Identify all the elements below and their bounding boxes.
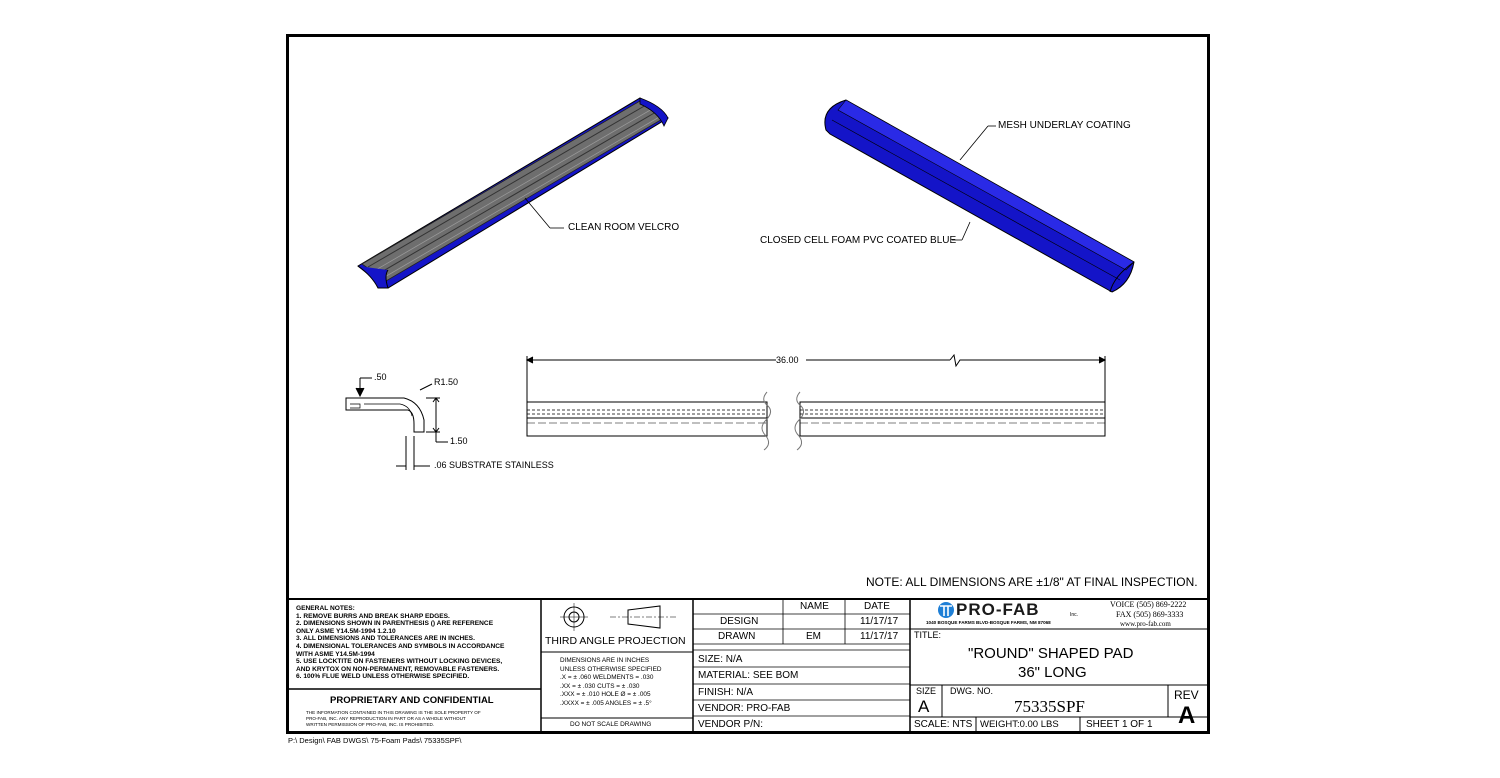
spec-material: MATERIAL: SEE BOM bbox=[698, 670, 799, 681]
spec-size: SIZE: N/A bbox=[698, 654, 743, 665]
drawn-date: 11/17/17 bbox=[860, 631, 899, 642]
foam-leader bbox=[962, 222, 970, 240]
company-name: PRO-FAB bbox=[956, 600, 1040, 619]
projection-label: THIRD ANGLE PROJECTION bbox=[545, 635, 686, 647]
file-path: P:\ Design\ FAB DWGS\ 75-Foam Pads\ 75335SPF\ bbox=[288, 736, 462, 745]
tolerance-block bbox=[560, 657, 661, 709]
general-notes bbox=[296, 605, 504, 681]
note-line: 4. DIMENSIONAL TOLERANCES AND SYMBOLS IN ACCORDANCE bbox=[296, 642, 505, 650]
note-line: 2. DIMENSIONS SHOWN IN PARENTHESIS () ARE REFERENCE bbox=[296, 620, 494, 628]
date-header: DATE bbox=[864, 601, 890, 612]
note-line: 3. ALL DIMENSIONS AND TOLERANCES ARE IN INCHES. bbox=[296, 635, 475, 643]
general-notes-title: GENERAL NOTES: bbox=[296, 605, 355, 612]
name-header: NAME bbox=[800, 601, 829, 612]
tolerance-line: .XXX = ± .010 HOLE Ø = ± .005 bbox=[560, 691, 651, 699]
note-line: 6. 100% FLUE WELD UNLESS OTHERWISE SPECIFIED. bbox=[296, 673, 470, 681]
spec-vendor: VENDOR: PRO-FAB bbox=[698, 703, 791, 714]
side-view bbox=[527, 355, 1105, 450]
mesh-leader bbox=[960, 126, 988, 160]
note-line: 1. REMOVE BURRS AND BREAK SHARP EDGES. bbox=[296, 612, 450, 620]
projection-symbol bbox=[560, 603, 676, 631]
spec-finish: FINISH: N/A bbox=[698, 687, 754, 698]
drawing-title-line1: "ROUND" SHAPED PAD bbox=[968, 645, 1134, 662]
company-suffix: Inc. bbox=[1070, 612, 1079, 618]
design-date: 11/17/17 bbox=[860, 616, 899, 627]
rev-value: A bbox=[1178, 702, 1196, 729]
drawing-title-line2: 36" LONG bbox=[1018, 664, 1087, 681]
company-web: www.pro-fab.com bbox=[1120, 620, 1171, 628]
drawn-name: EM bbox=[806, 631, 821, 642]
dwg-no-label: DWG. NO. bbox=[950, 686, 993, 696]
size-label: SIZE bbox=[916, 686, 937, 696]
tolerance-line: DIMENSIONS ARE IN INCHES bbox=[560, 657, 650, 664]
section-view bbox=[346, 378, 448, 470]
tolerance-line: .XXXX = ± .005 ANGLES = ± .5° bbox=[560, 699, 652, 707]
radius-dimension: R1.50 bbox=[434, 377, 459, 387]
note-line: WITH ASME Y14.5M-1994 bbox=[296, 650, 375, 658]
tolerance-line: .X = ± .060 WELDMENTS = .030 bbox=[560, 674, 654, 682]
do-not-scale: DO NOT SCALE DRAWING bbox=[570, 721, 652, 728]
company-voice: VOICE (505) 869-2222 bbox=[1110, 600, 1187, 609]
company-address: 1040 BOSQUE FARMS BLVD-BOSQUE FARMS, NM 87068 bbox=[926, 620, 1051, 625]
pro-fab-logo-icon bbox=[938, 602, 954, 618]
note-line: ONLY ASME Y14.5M-1994 1.2.10 bbox=[296, 627, 396, 635]
length-dimension: 36.00 bbox=[776, 355, 799, 365]
size-value: A bbox=[918, 697, 930, 716]
substrate-dimension: .06 SUBSTRATE STAINLESS bbox=[434, 460, 554, 470]
weight-value: WEIGHT:0.00 LBS bbox=[980, 719, 1059, 730]
company-fax: FAX (505) 869-3333 bbox=[1116, 610, 1184, 619]
top-dimension: .50 bbox=[374, 372, 387, 382]
drawn-label: DRAWN bbox=[718, 631, 756, 642]
proprietary-line: THE INFORMATION CONTAINED IN THIS DRAWING IS THE SOLE PROPERTY OF bbox=[306, 710, 481, 715]
dwg-no-value: 75335SPF bbox=[1014, 697, 1085, 716]
spec-vendor-pn: VENDOR P/N: bbox=[698, 719, 764, 730]
design-label: DESIGN bbox=[720, 616, 759, 627]
note-line: AND KRYTOX ON NON-PERMANENT, REMOVABLE FASTENERS. bbox=[296, 665, 500, 673]
tolerance-line: .XX = ± .030 CUTS = ± .030 bbox=[560, 682, 640, 690]
scale-value: SCALE: NTS bbox=[914, 719, 973, 730]
title-label: TITLE: bbox=[914, 630, 942, 640]
proprietary-title: PROPRIETARY AND CONFIDENTIAL bbox=[330, 695, 494, 706]
inspection-note: NOTE: ALL DIMENSIONS ARE ±1/8" AT FINAL INSPECTION. bbox=[866, 575, 1198, 589]
rev-label: REV bbox=[1174, 688, 1199, 702]
note-line: 5. USE LOCKTITE ON FASTENERS WITHOUT LOCKING DEVICES, bbox=[296, 658, 503, 666]
height-dimension: 1.50 bbox=[450, 436, 468, 446]
proprietary-line: WRITTEN PERMISSION OF PRO-FAB, INC. IS PROHIBITED. bbox=[306, 722, 435, 727]
proprietary-line: PRO-FAB, INC. ANY REPRODUCTION IN PART OR AS A WHOLE WITHOUT bbox=[306, 716, 466, 721]
foam-callout: CLOSED CELL FOAM PVC COATED BLUE bbox=[760, 235, 957, 246]
proprietary-text bbox=[306, 710, 481, 728]
pad-velcro-iso-view bbox=[358, 98, 668, 288]
velcro-leader bbox=[525, 198, 550, 228]
tolerance-line: UNLESS OTHERWISE SPECIFIED bbox=[560, 665, 662, 673]
mesh-callout: MESH UNDERLAY COATING bbox=[998, 120, 1131, 131]
sheet-value: SHEET 1 OF 1 bbox=[1086, 719, 1153, 730]
velcro-callout: CLEAN ROOM VELCRO bbox=[568, 222, 680, 233]
